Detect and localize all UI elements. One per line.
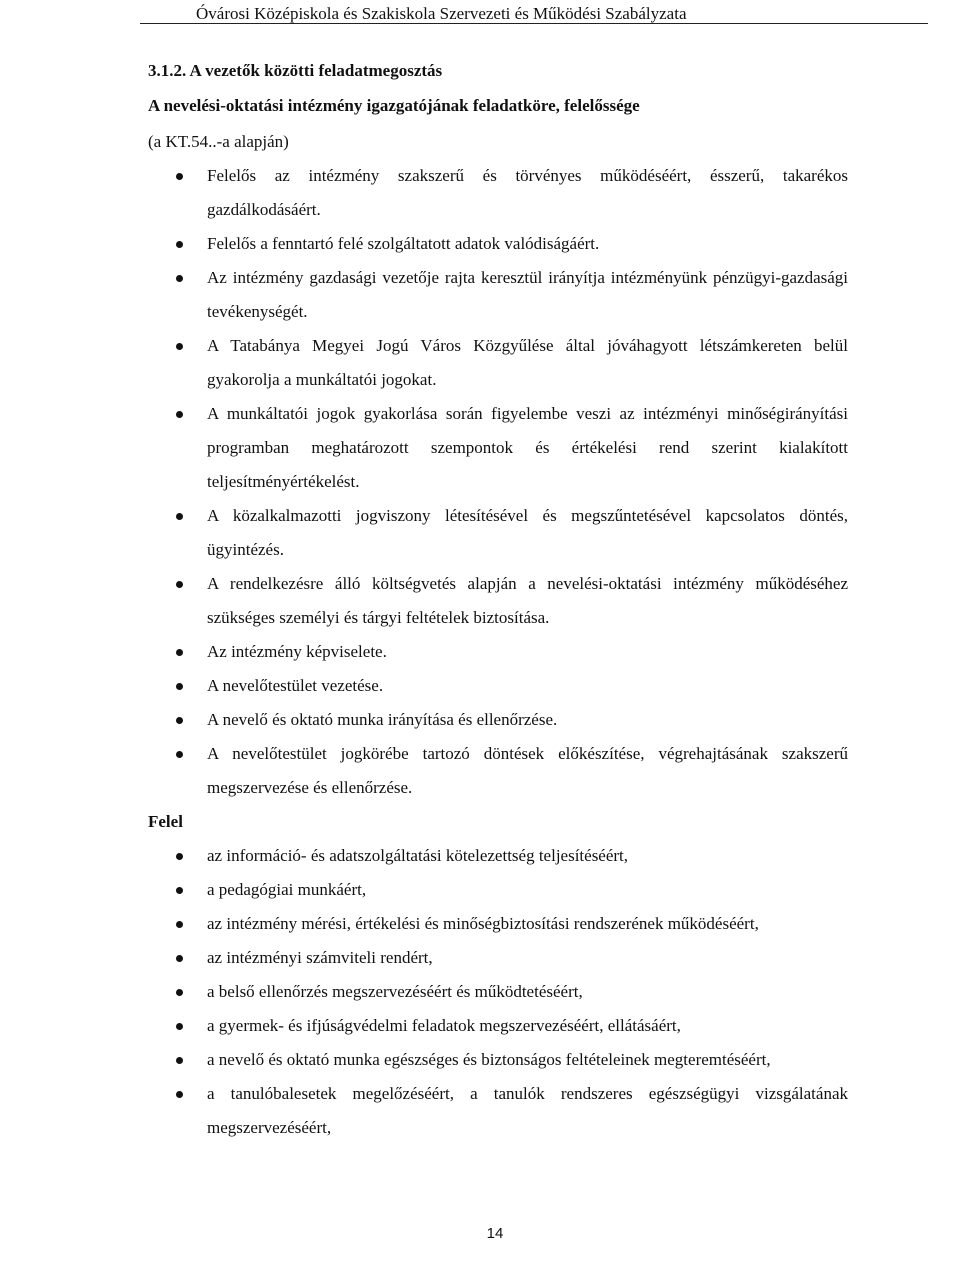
list-item xyxy=(148,975,848,1009)
bullet-icon xyxy=(176,1057,183,1064)
bullet-icon xyxy=(176,173,183,180)
bullet-icon xyxy=(176,513,183,520)
bullet-icon xyxy=(176,649,183,656)
list-item-text: a belső ellenőrzés megszervezéséért és működtetéséért, xyxy=(207,982,583,1001)
list-item-text: A rendelkezésre álló költségvetés alapján a nevelési-oktatási intézmény működéséhez szükséges személyi és tárgyi feltételek biztosítása. xyxy=(207,574,848,627)
list-item-text: az információ- és adatszolgáltatási kötelezettség teljesítéséért, xyxy=(207,846,629,865)
list-item xyxy=(148,397,848,499)
list-item xyxy=(148,703,848,737)
list-item xyxy=(148,227,848,261)
list-item-text: a gyermek- és ifjúságvédelmi feladatok megszervezéséért, ellátásáért, xyxy=(207,1016,681,1035)
page-content xyxy=(148,59,848,1145)
section-subheading: A nevelési-oktatási intézmény igazgatójának feladatköre, felelőssége xyxy=(148,96,640,115)
bullet-icon xyxy=(176,853,183,860)
list-item-text: Felelős a fenntartó felé szolgáltatott adatok valódiságáért. xyxy=(207,234,600,253)
list-item xyxy=(148,499,848,567)
list-item-text: az intézményi számviteli rendért, xyxy=(207,948,433,967)
bullet-icon xyxy=(176,989,183,996)
list-item-text: a pedagógiai munkáért, xyxy=(207,880,367,899)
list-item-text: a nevelő és oktató munka egészséges és biztonságos feltételeinek megteremtéséért, xyxy=(207,1050,771,1069)
bullet-icon xyxy=(176,275,183,282)
document-title: Óvárosi Középiskola és Szakiskola Szervezeti és Működési Szabályzata xyxy=(196,4,687,23)
list-item xyxy=(148,873,848,907)
legal-basis-note: (a KT.54..-a alapján) xyxy=(148,132,289,151)
list-item xyxy=(148,567,848,635)
list-item-text: A nevelőtestület jogkörébe tartozó döntések előkészítése, végrehajtásának szakszerű megszervezése és ellenőrzése. xyxy=(207,744,848,797)
list-item xyxy=(148,635,848,669)
duties-list xyxy=(148,159,848,805)
bullet-icon xyxy=(176,343,183,350)
list-item-text: A nevelőtestület vezetése. xyxy=(207,676,384,695)
list-item-text: Felelős az intézmény szakszerű és törvényes működéséért, ésszerű, takarékos gazdálkodásáért. xyxy=(207,166,848,219)
list-item-text: a tanulóbalesetek megelőzéséért, a tanulók rendszeres egészségügyi vizsgálatának megszervezéséért, xyxy=(207,1084,848,1137)
list-item xyxy=(148,1009,848,1043)
list-item xyxy=(148,737,848,805)
list-item xyxy=(148,1077,848,1145)
bullet-icon xyxy=(176,921,183,928)
list-item xyxy=(148,669,848,703)
bullet-icon xyxy=(176,751,183,758)
list-item xyxy=(148,941,848,975)
page-number: 14 xyxy=(486,1225,504,1242)
list-item xyxy=(148,907,848,941)
header-rule xyxy=(140,23,928,24)
bullet-icon xyxy=(176,887,183,894)
bullet-icon xyxy=(176,1023,183,1030)
bullet-icon xyxy=(176,581,183,588)
bullet-icon xyxy=(176,717,183,724)
list-item-text: A Tatabánya Megyei Jogú Város Közgyűlése által jóváhagyott létszámkereten belül gyakorolja a munkáltatói jogokat. xyxy=(207,336,848,389)
list-item-text: A közalkalmazotti jogviszony létesítésével és megszűntetésével kapcsolatos döntés, ügyintézés. xyxy=(207,506,848,559)
list-item xyxy=(148,159,848,227)
list-item-text: Az intézmény képviselete. xyxy=(207,642,387,661)
bullet-icon xyxy=(176,955,183,962)
page-header xyxy=(0,4,960,24)
list-item-text: az intézmény mérési, értékelési és minőségbiztosítási rendszerének működéséért, xyxy=(207,914,759,933)
bullet-icon xyxy=(176,241,183,248)
list-item-text: Az intézmény gazdasági vezetője rajta keresztül irányítja intézményünk pénzügyi-gazdasági tevékenységét. xyxy=(207,268,848,321)
bullet-icon xyxy=(176,683,183,690)
bullet-icon xyxy=(176,1091,183,1098)
list-item xyxy=(148,261,848,329)
list-item xyxy=(148,839,848,873)
list-item xyxy=(148,329,848,397)
list-item xyxy=(148,1043,848,1077)
bullet-icon xyxy=(176,411,183,418)
list-item-text: A munkáltatói jogok gyakorlása során figyelembe veszi az intézményi minőségirányítási programban meghatározott szempontok és értékelési rend szerint kialakított teljesítményértékelést. xyxy=(207,404,848,491)
responsibility-list xyxy=(148,839,848,1145)
section-heading: 3.1.2. A vezetők közötti feladatmegosztás xyxy=(148,61,443,80)
responsibility-heading: Felel xyxy=(148,812,183,831)
list-item-text: A nevelő és oktató munka irányítása és ellenőrzése. xyxy=(207,710,558,729)
